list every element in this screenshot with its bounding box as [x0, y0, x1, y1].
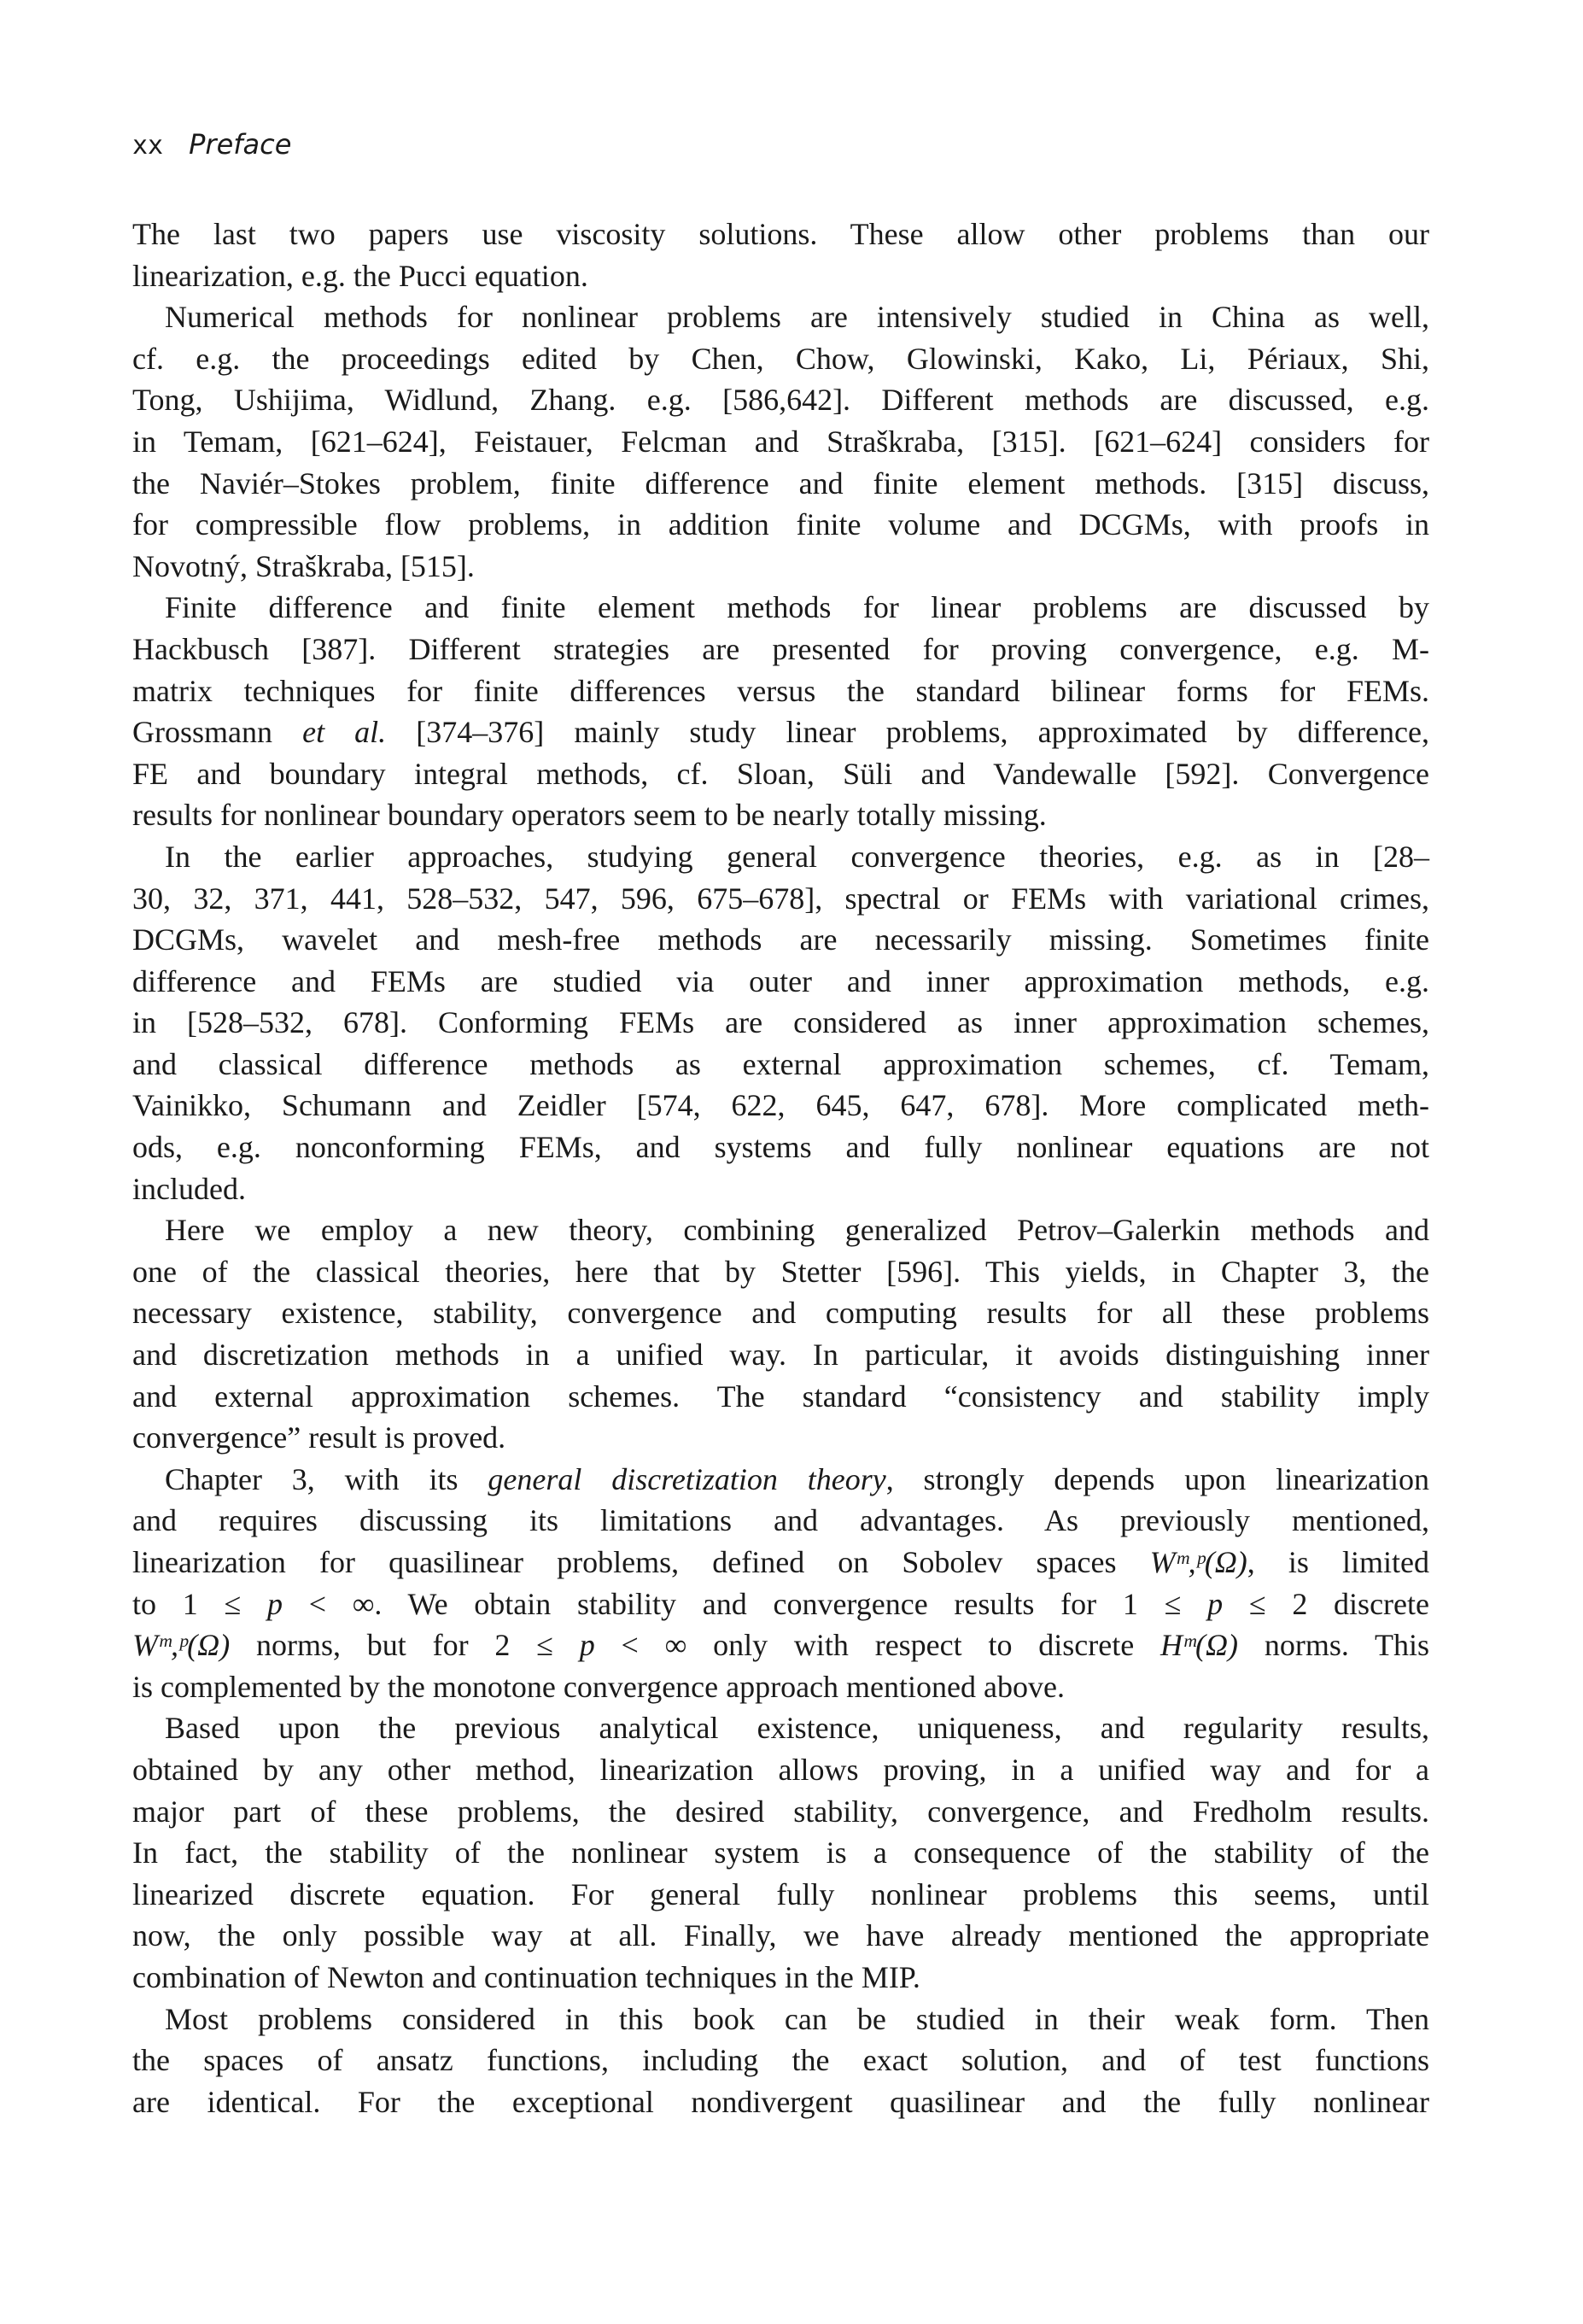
- text-segment: Grossmann: [132, 715, 303, 750]
- text-segment: norms, but for 2 ≤: [230, 1628, 580, 1663]
- emphasis-text: general discretization theory: [488, 1461, 886, 1496]
- text-line: and requires discussing its limitations and advantages. As previously mentioned,: [132, 1503, 1429, 1538]
- text-line: Vainikko, Schumann and Zeidler [574, 622, 645, 647, 678]. More complicated meth-: [132, 1088, 1429, 1123]
- paragraph: [132, 214, 1429, 296]
- text-line: 30, 32, 371, 441, 528–532, 547, 596, 675–678], spectral or FEMs with variational crimes,: [132, 881, 1429, 916]
- text-line: now, the only possible way at all. Finally, we have already mentioned the appropriate: [132, 1918, 1429, 1953]
- text-segment: norms. This: [1238, 1628, 1429, 1663]
- text-line: the Naviér–Stokes problem, finite difference and finite element methods. [315] discuss,: [132, 465, 1429, 501]
- paragraph: [132, 1459, 1429, 1708]
- running-header: [132, 128, 291, 161]
- emphasis-text: Wᵐ,ᵖ(Ω): [1149, 1545, 1247, 1579]
- text-line: [132, 1624, 1429, 1666]
- text-line: DCGMs, wavelet and mesh-free methods are necessarily missing. Sometimes finite: [132, 922, 1429, 957]
- text-line: In the earlier approaches, studying general convergence theories, e.g. as in [28–: [165, 839, 1429, 874]
- text-line: in [528–532, 678]. Conforming FEMs are considered as inner approximation schemes,: [132, 1005, 1429, 1040]
- text-line: FE and boundary integral methods, cf. Sloan, Süli and Vandewalle [592]. Convergence: [132, 756, 1429, 791]
- paragraph: [132, 296, 1429, 587]
- text-line: Tong, Ushijima, Widlund, Zhang. e.g. [586,642]. Different methods are discussed, e.g.: [132, 383, 1429, 418]
- emphasis-text: Hᵐ(Ω): [1160, 1628, 1239, 1663]
- text-segment: , strongly depends upon linearization: [885, 1461, 1429, 1496]
- text-line: Here we employ a new theory, combining generalized Petrov–Galerkin methods and: [165, 1213, 1429, 1248]
- page-number: xx: [132, 131, 164, 161]
- text-segment: to 1 ≤: [132, 1586, 267, 1621]
- text-line: Novotný, Straškraba, [515].: [132, 548, 475, 583]
- chapter-title: Preface: [189, 128, 292, 161]
- text-line: Most problems considered in this book can be studied in their weak form. Then: [165, 2001, 1429, 2036]
- text-segment: , is limited: [1247, 1545, 1429, 1579]
- text-line: [132, 711, 1429, 753]
- paragraph: [132, 1999, 1429, 2123]
- text-line: and classical difference methods as external approximation schemes, cf. Temam,: [132, 1046, 1429, 1081]
- text-segment: < ∞ only with respect to discrete: [594, 1628, 1160, 1663]
- text-line: linearized discrete equation. For general fully nonlinear problems this seems, until: [132, 1876, 1429, 1911]
- emphasis-text: Wᵐ,ᵖ(Ω): [132, 1628, 231, 1663]
- text-line: one of the classical theories, here that by Stetter [596]. This yields, in Chapter 3, the: [132, 1254, 1429, 1289]
- text-line: for compressible flow problems, in addition finite volume and DCGMs, with proofs in: [132, 507, 1429, 542]
- paragraph: [132, 587, 1429, 836]
- text-line: necessary existence, stability, convergence and computing results for all these problems: [132, 1296, 1429, 1331]
- text-line: convergence” result is proved.: [132, 1420, 506, 1455]
- paragraph: [132, 1707, 1429, 1998]
- text-line: matrix techniques for finite differences versus the standard bilinear forms for FEMs.: [132, 673, 1429, 708]
- body-text: [132, 214, 1429, 2122]
- text-line: linearization, e.g. the Pucci equation.: [132, 258, 588, 293]
- text-line: is complemented by the monotone convergence approach mentioned above.: [132, 1669, 1065, 1704]
- emphasis-text: et al.: [302, 715, 387, 750]
- text-segment: [374–376] mainly study linear problems, approximated by difference,: [386, 715, 1429, 750]
- text-line: [132, 1459, 1429, 1501]
- text-line: and discretization methods in a unified way. In particular, it avoids distinguishing inner: [132, 1338, 1429, 1373]
- emphasis-text: p: [1207, 1586, 1224, 1621]
- text-line: obtained by any other method, linearization allows proving, in a unified way and for a: [132, 1752, 1429, 1787]
- text-line: included.: [132, 1171, 246, 1206]
- emphasis-text: p: [266, 1586, 283, 1621]
- text-line: Numerical methods for nonlinear problems are intensively studied in China as well,: [165, 300, 1429, 335]
- text-line: cf. e.g. the proceedings edited by Chen, Chow, Glowinski, Kako, Li, Périaux, Shi,: [132, 341, 1429, 376]
- text-segment: linearization for quasilinear problems, defined on Sobolev spaces: [132, 1545, 1150, 1579]
- text-line: combination of Newton and continuation techniques in the MIP.: [132, 1959, 920, 1994]
- text-line: [132, 1583, 1429, 1625]
- text-line: are identical. For the exceptional nondivergent quasilinear and the fully nonlinear: [132, 2084, 1429, 2119]
- paragraph: [132, 836, 1429, 1209]
- text-line: In fact, the stability of the nonlinear system is a consequence of the stability of the: [132, 1835, 1429, 1870]
- text-line: results for nonlinear boundary operators seem to be nearly totally missing.: [132, 798, 1047, 833]
- text-line: [132, 1542, 1429, 1583]
- text-segment: ≤ 2 discrete: [1223, 1586, 1429, 1621]
- text-line: The last two papers use viscosity solutions. These allow other problems than our: [132, 217, 1429, 251]
- text-line: difference and FEMs are studied via outer and inner approximation methods, e.g.: [132, 963, 1429, 998]
- text-line: and external approximation schemes. The standard “consistency and stability imply: [132, 1379, 1429, 1414]
- emphasis-text: p: [579, 1628, 595, 1663]
- text-line: in Temam, [621–624], Feistauer, Felcman and Straškraba, [315]. [621–624] considers for: [132, 424, 1429, 459]
- text-line: Finite difference and finite element methods for linear problems are discussed by: [165, 590, 1429, 625]
- text-line: major part of these problems, the desired stability, convergence, and Fredholm results.: [132, 1794, 1429, 1829]
- text-line: Based upon the previous analytical existence, uniqueness, and regularity results,: [165, 1711, 1429, 1746]
- text-segment: Chapter 3, with its: [165, 1461, 488, 1496]
- text-line: Hackbusch [387]. Different strategies are presented for proving convergence, e.g. M-: [132, 631, 1429, 666]
- text-line: ods, e.g. nonconforming FEMs, and systems and fully nonlinear equations are not: [132, 1130, 1429, 1165]
- text-segment: < ∞. We obtain stability and convergence results for 1 ≤: [282, 1586, 1208, 1621]
- text-line: the spaces of ansatz functions, including the exact solution, and of test functions: [132, 2043, 1429, 2078]
- paragraph: [132, 1209, 1429, 1459]
